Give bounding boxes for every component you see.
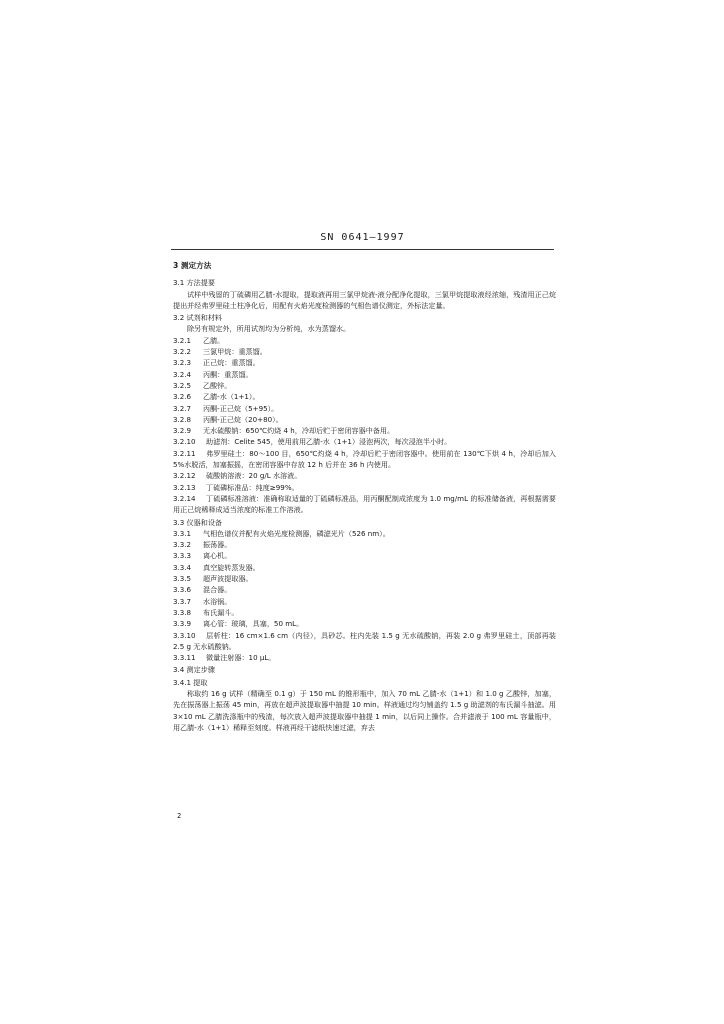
item-text: 丙酮-正己烷（5+95）。 — [203, 403, 279, 413]
item-text: 三氯甲烷：重蒸馏。 — [203, 347, 267, 357]
item-number: 3.3.2 — [173, 540, 192, 550]
item-number: 3.3.8 — [173, 607, 192, 617]
item-text: 硫酸钠溶液：20 g/L 水溶液。 — [206, 471, 302, 481]
item-text: 乙腈。 — [203, 335, 225, 345]
item-text: 丁硫磷标准溶液：准确称取适量的丁硫磷标准品，用丙酮配制成浓度为 1.0 mg/mL 的标准储备液，再根据需要用正己烷稀释成适当浓度的标准工作溶液。 — [173, 493, 556, 515]
list-item — [173, 436, 556, 447]
section-3-4-1-heading: 3.4.1 提取 — [173, 677, 208, 687]
item-number: 3.2.3 — [173, 358, 192, 368]
section-3-1-heading: 3.1 方法提要 — [173, 278, 215, 288]
item-text: 超声波提取器。 — [203, 574, 253, 584]
item-number: 3.2.11 — [173, 448, 196, 458]
item-number: 3.3.4 — [173, 562, 192, 572]
item-number: 3.2.4 — [173, 369, 192, 379]
item-number: 3.2.2 — [173, 347, 192, 357]
list-item — [173, 357, 556, 368]
item-text: 水浴锅。 — [203, 596, 232, 606]
item-number: 3.3.11 — [173, 653, 196, 663]
document-body — [173, 260, 556, 733]
item-text: 乙酸锌。 — [203, 380, 232, 390]
item-number: 3.2.13 — [173, 482, 196, 492]
list-item — [173, 380, 556, 391]
list-item — [173, 369, 556, 380]
list-item — [173, 584, 556, 595]
list-item — [173, 335, 556, 346]
item-text: 丙酮：重蒸馏。 — [203, 369, 253, 379]
section-3-4-heading: 3.4 测定步骤 — [173, 665, 215, 675]
item-number: 3.2.5 — [173, 380, 192, 390]
item-number: 3.2.14 — [173, 493, 196, 503]
item-text: 正己烷：重蒸馏。 — [203, 358, 260, 368]
item-text: 层析柱：16 cm×1.6 cm（内径），具砂芯。柱内先装 1.5 g 无水硫酸钠，再装 2.0 g 弗罗里硅土，顶部再装 2.5 g 无水硫酸钠。 — [173, 630, 556, 651]
list-item — [173, 425, 556, 436]
item-number: 3.3.10 — [173, 630, 196, 640]
list-item — [173, 562, 556, 573]
item-number: 3.2.9 — [173, 426, 192, 436]
list-item — [173, 652, 556, 663]
item-number: 3.3.1 — [173, 528, 192, 538]
list-item — [173, 470, 556, 481]
list-item — [173, 493, 556, 516]
item-number: 3.3.5 — [173, 574, 192, 584]
header-rule — [171, 249, 554, 250]
item-number: 3.3.3 — [173, 551, 192, 561]
list-item — [173, 573, 556, 584]
item-text: 丁硫磷标准品：纯度≥99%。 — [206, 482, 299, 492]
item-number: 3.3.7 — [173, 596, 192, 606]
item-number: 3.3.6 — [173, 585, 192, 595]
list-item — [173, 618, 556, 629]
section-3-title: 3 测定方法 — [173, 261, 212, 270]
item-text: 助滤剂：Celite 545，使用前用乙腈-水（1+1）浸泡两次，每次浸泡半小时。 — [206, 437, 452, 447]
item-text: 无水硫酸钠：650℃灼烧 4 h，冷却后贮于密闭容器中备用。 — [203, 426, 395, 436]
list-item — [173, 391, 556, 402]
item-text: 振荡器。 — [203, 540, 232, 550]
list-item — [173, 550, 556, 561]
item-text: 离心管：玻璃，具塞，50 mL。 — [203, 619, 304, 629]
list-item — [173, 448, 556, 471]
item-text: 乙腈-水（1+1）。 — [203, 392, 260, 402]
item-number: 3.2.1 — [173, 335, 192, 345]
item-text: 混合器。 — [203, 585, 232, 595]
list-item — [173, 346, 556, 357]
list-item — [173, 414, 556, 425]
item-text: 真空旋转蒸发器。 — [203, 562, 260, 572]
item-number: 3.3.9 — [173, 619, 192, 629]
item-text: 丙酮-正己烷（20+80）。 — [203, 414, 283, 424]
list-item — [173, 403, 556, 414]
section-3-4-1-text: 称取约 16 g 试样（精确至 0.1 g）于 150 mL 的锥形瓶中，加入 70 mL 乙腈-水（1+1）和 1.0 g 乙酸锌，加塞，先在振荡器上振荡 45 min，再放在超声波提取器中抽提 10 min。样液通过均匀铺盖约 1.5 g 助滤剂的布氏漏斗抽滤。用 3×10 mL 乙腈洗涤瓶中的残渣，每次放入超声波提取器中抽提 1 min，以后同上操作。合并滤液于 100 mL 容量瓶中，用乙腈-水（1+1）稀释至刻度。样液再经干滤纸快速过滤，弃去 — [173, 688, 556, 732]
item-text: 气相色谱仪并配有火焰光度检测器，磷滤光片（526 nm）。 — [203, 528, 390, 538]
item-text: 布氏漏斗。 — [203, 607, 239, 617]
list-item — [173, 596, 556, 607]
section-3-3-heading: 3.3 仪器和设备 — [173, 517, 223, 527]
item-number: 3.2.8 — [173, 414, 192, 424]
section-3-2-intro: 除另有规定外，所用试剂均为分析纯，水为蒸馏水。 — [187, 324, 351, 334]
list-item — [173, 482, 556, 493]
item-number: 3.2.6 — [173, 392, 192, 402]
list-item — [173, 607, 556, 618]
section-3-2-heading: 3.2 试剂和材料 — [173, 313, 223, 323]
item-text: 微量注射器：10 μL。 — [206, 653, 276, 663]
standard-number-header: SN 0641—1997 — [320, 232, 405, 243]
item-number: 3.2.10 — [173, 437, 196, 447]
item-number: 3.2.7 — [173, 403, 192, 413]
list-item — [173, 630, 556, 653]
list-item — [173, 528, 556, 539]
list-item — [173, 539, 556, 550]
section-3-1-text: 试样中残留的丁硫磷用乙腈-水提取，提取液再用三氯甲烷液-液分配净化提取，三氯甲烷提取液经浓缩，残渣用正己烷提出并经弗罗里硅土柱净化后，用配有火焰光度检测器的气相色谱仪测定，外标法定量。 — [173, 289, 556, 310]
page-number: 2 — [177, 812, 182, 820]
item-number: 3.2.12 — [173, 471, 196, 481]
item-text: 离心机。 — [203, 551, 232, 561]
item-text: 弗罗里硅土：80～100 目，650℃灼烧 4 h，冷却后贮于密闭容器中。使用前在 130℃下烘 4 h，冷却后加入 5%水脱活，加塞振摇，在密闭容器中存放 12 h 后并在 36 h 内使用。 — [173, 448, 556, 470]
